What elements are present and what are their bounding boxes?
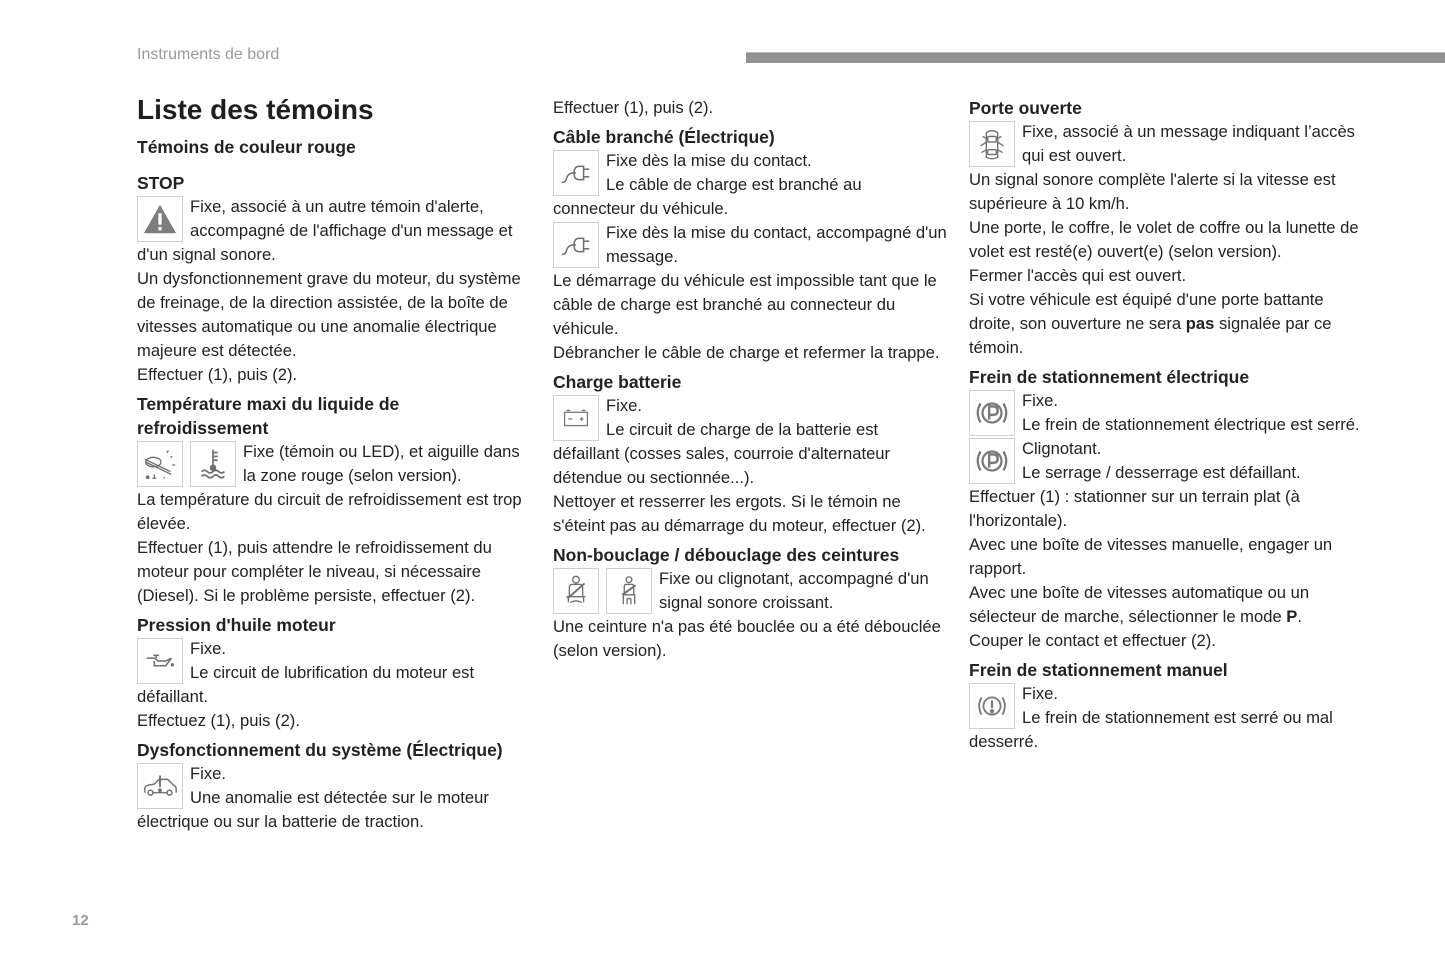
section-text: Fixe. [1022, 684, 1058, 703]
section-heading: Non-bouclage / débouclage des ceintures [553, 545, 900, 565]
section-text: Le câble de charge est branché au connecteur du véhicule. [553, 175, 862, 218]
section-text: Débrancher le câble de charge et refermer la trappe. [553, 343, 940, 362]
section-heading: Pression d'huile moteur [137, 615, 336, 635]
warning-triangle-icon [137, 196, 183, 242]
column-2 [553, 96, 948, 663]
column-3 [969, 96, 1364, 754]
section-text: Fixe. [190, 764, 226, 783]
section-temperature [137, 392, 532, 608]
column-1 [137, 96, 532, 834]
section-text: Le circuit de charge de la batterie est défaillant (cosses sales, courroie d'alternateur détendue ou sectionnée...). [553, 420, 891, 487]
section-text: Fixe, associé à un message indiquant l’accès qui est ouvert. [1022, 122, 1355, 165]
section-text [969, 288, 1364, 360]
oil-can-icon [137, 638, 183, 684]
section-text: Fixe. [190, 639, 226, 658]
section-cable [553, 125, 948, 365]
section-text: Un signal sonore complète l'alerte si la vitesse est supérieure à 10 km/h. [969, 170, 1336, 213]
continuation-text: Effectuer (1), puis (2). [553, 98, 714, 117]
section-text: Une anomalie est détectée sur le moteur électrique ou sur la batterie de traction. [137, 788, 489, 831]
section-electric-parking-brake [969, 365, 1364, 653]
section-text: Un dysfonctionnement grave du moteur, du système de freinage, de la direction assistée, de la boîte de vitesses automatique ou une anomalie électrique majeure est détectée. [137, 269, 521, 360]
section-text: Le frein de stationnement est serré ou mal desserré. [969, 708, 1333, 751]
section-manual-parking-brake [969, 658, 1364, 754]
seatbelt-rear-icon [606, 568, 652, 614]
icon-row [969, 437, 1364, 485]
section-text: Effectuer (1), puis attendre le refroidissement du moteur pour compléter le niveau, si nécessaire (Diesel). Si le problème persiste, effectuer (2). [137, 538, 492, 605]
parking-brake-warning-icon [969, 683, 1015, 729]
section-text: Effectuer (1) : stationner sur un terrain plat (à l'horizontale). [969, 487, 1300, 530]
section-heading: Dysfonctionnement du système (Électrique) [137, 740, 503, 760]
emphasis: P [1286, 607, 1298, 626]
temperature-gauge-icon [137, 441, 183, 487]
section-text: Fixe. [606, 396, 642, 415]
section-text: La température du circuit de refroidissement est trop élevée. [137, 490, 522, 533]
section-battery [553, 370, 948, 538]
section-heading: Température maxi du liquide de refroidissement [137, 394, 400, 438]
section-text: Fixe ou clignotant, accompagné d'un signal sonore croissant. [659, 569, 929, 612]
section-text: Le serrage / desserrage est défaillant. [1022, 463, 1301, 482]
section-heading: Frein de stationnement manuel [969, 660, 1228, 680]
section-heading: Charge batterie [553, 372, 682, 392]
section-text [969, 581, 1364, 629]
icon-row [553, 567, 948, 615]
coolant-temperature-icon [190, 441, 236, 487]
icon-row [969, 120, 1364, 168]
section-text: Fixe. [1022, 391, 1058, 410]
emphasis: pas [1185, 314, 1215, 333]
page-number: 12 [72, 912, 89, 929]
car-fault-icon [137, 763, 183, 809]
parking-brake-p-icon [969, 438, 1015, 484]
icon-row [553, 149, 948, 221]
text-fragment: signalée par ce témoin. [969, 314, 1332, 357]
section-door-open [969, 96, 1364, 360]
section-text: Fixe dès la mise du contact, accompagné d'un message. [606, 223, 947, 266]
section-text: Fixe, associé à un autre témoin d'alerte, accompagné de l'affichage d'un message et d'un signal sonore. [137, 197, 513, 264]
section-heading: Câble branché (Électrique) [553, 127, 775, 147]
section-text: Une ceinture n'a pas été bouclée ou a été débouclée (selon version). [553, 617, 941, 660]
icon-row [553, 394, 948, 490]
section-text: Clignotant. [1022, 439, 1102, 458]
section-heading: Frein de stationnement électrique [969, 367, 1250, 387]
section-text: Une porte, le coffre, le volet de coffre ou la lunette de volet est resté(e) ouvert(e) (selon version). [969, 218, 1359, 261]
section-oil-pressure [137, 613, 532, 733]
section-stop [137, 171, 532, 387]
section-text: Fixe dès la mise du contact. [606, 151, 812, 170]
icon-row [969, 389, 1364, 437]
seatbelt-front-icon [553, 568, 599, 614]
section-heading: Porte ouverte [969, 98, 1082, 118]
section-heading: STOP [137, 173, 185, 193]
page-title: Liste des témoins [137, 94, 374, 125]
parking-brake-p-icon [969, 390, 1015, 436]
charging-plug-icon [553, 222, 599, 268]
section-text: Le circuit de lubrification du moteur est défaillant. [137, 663, 475, 706]
section-text: Le frein de stationnement électrique est serré. [1022, 415, 1360, 434]
text-fragment: . [1297, 607, 1302, 626]
icon-row [137, 440, 532, 488]
icon-row [137, 762, 532, 834]
section-subtitle: Témoins de couleur rouge [137, 137, 356, 157]
section-text: Nettoyer et resserrer les ergots. Si le témoin ne s'éteint pas au démarrage du moteur, effectuer (2). [553, 492, 926, 535]
section-text: Effectuer (1), puis (2). [137, 365, 298, 384]
icon-row [137, 637, 532, 709]
section-text: Couper le contact et effectuer (2). [969, 631, 1216, 650]
section-text: Fixe (témoin ou LED), et aiguille dans la zone rouge (selon version). [243, 442, 520, 485]
section-text: Fermer l'accès qui est ouvert. [969, 266, 1187, 285]
section-text: Avec une boîte de vitesses manuelle, engager un rapport. [969, 535, 1333, 578]
door-open-icon [969, 121, 1015, 167]
running-head: Instruments de bord [137, 46, 280, 63]
icon-row [969, 682, 1364, 754]
icon-row [137, 195, 532, 267]
icon-row [553, 221, 948, 269]
section-text: Effectuez (1), puis (2). [137, 711, 300, 730]
charging-plug-icon [553, 150, 599, 196]
battery-icon [553, 395, 599, 441]
text-fragment: Si votre véhicule est équipé d'une porte battante droite, son ouverture ne sera [969, 290, 1324, 333]
section-electric-fault [137, 738, 532, 834]
section-text: Le démarrage du véhicule est impossible tant que le câble de charge est branché au connecteur du véhicule. [553, 271, 937, 338]
text-fragment: Avec une boîte de vitesses automatique ou un sélecteur de marche, sélectionner le mode [969, 583, 1310, 626]
header-bar [746, 52, 1445, 63]
section-seatbelts [553, 543, 948, 663]
